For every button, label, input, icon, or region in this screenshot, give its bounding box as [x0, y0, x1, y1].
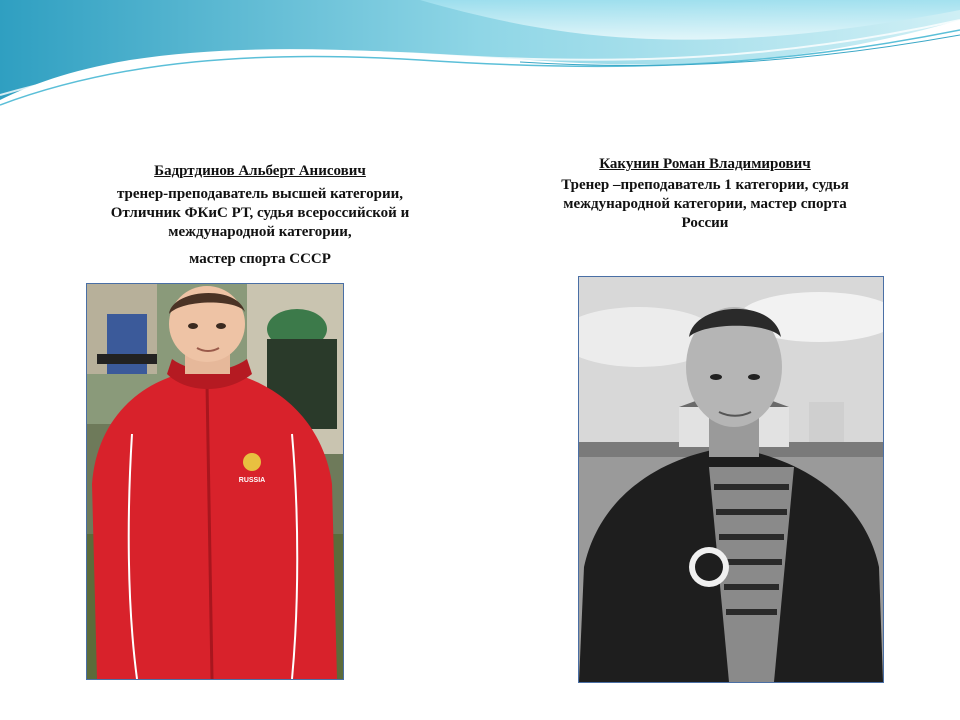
jacket-text: RUSSIA: [238, 477, 266, 484]
right-coach-title-line1: Тренер –преподаватель 1 категории, судья: [561, 177, 849, 193]
left-coach-title-line3: международной категории,: [168, 224, 352, 240]
left-coach-photo: [86, 283, 344, 680]
right-coach-caption: [515, 155, 895, 233]
left-coach-title-line4: мастер спорта СССР: [189, 251, 331, 267]
header-wave-decoration: [0, 0, 960, 130]
left-coach-name: Бадртдинов Альберт Анисович: [154, 163, 366, 179]
right-coach-photo: [578, 276, 884, 683]
left-coach-title-line2: Отличник ФКиС РТ, судья всероссийской и: [110, 205, 410, 221]
right-coach-name: Какунин Роман Владимирович: [599, 156, 811, 172]
left-coach-title-line1: тренер-преподаватель высшей категории,: [116, 186, 404, 202]
right-coach-title-line3: России: [681, 215, 729, 231]
right-coach-title-line2: международной категории, мастер спорта: [563, 196, 847, 212]
left-coach-caption: [60, 162, 460, 269]
